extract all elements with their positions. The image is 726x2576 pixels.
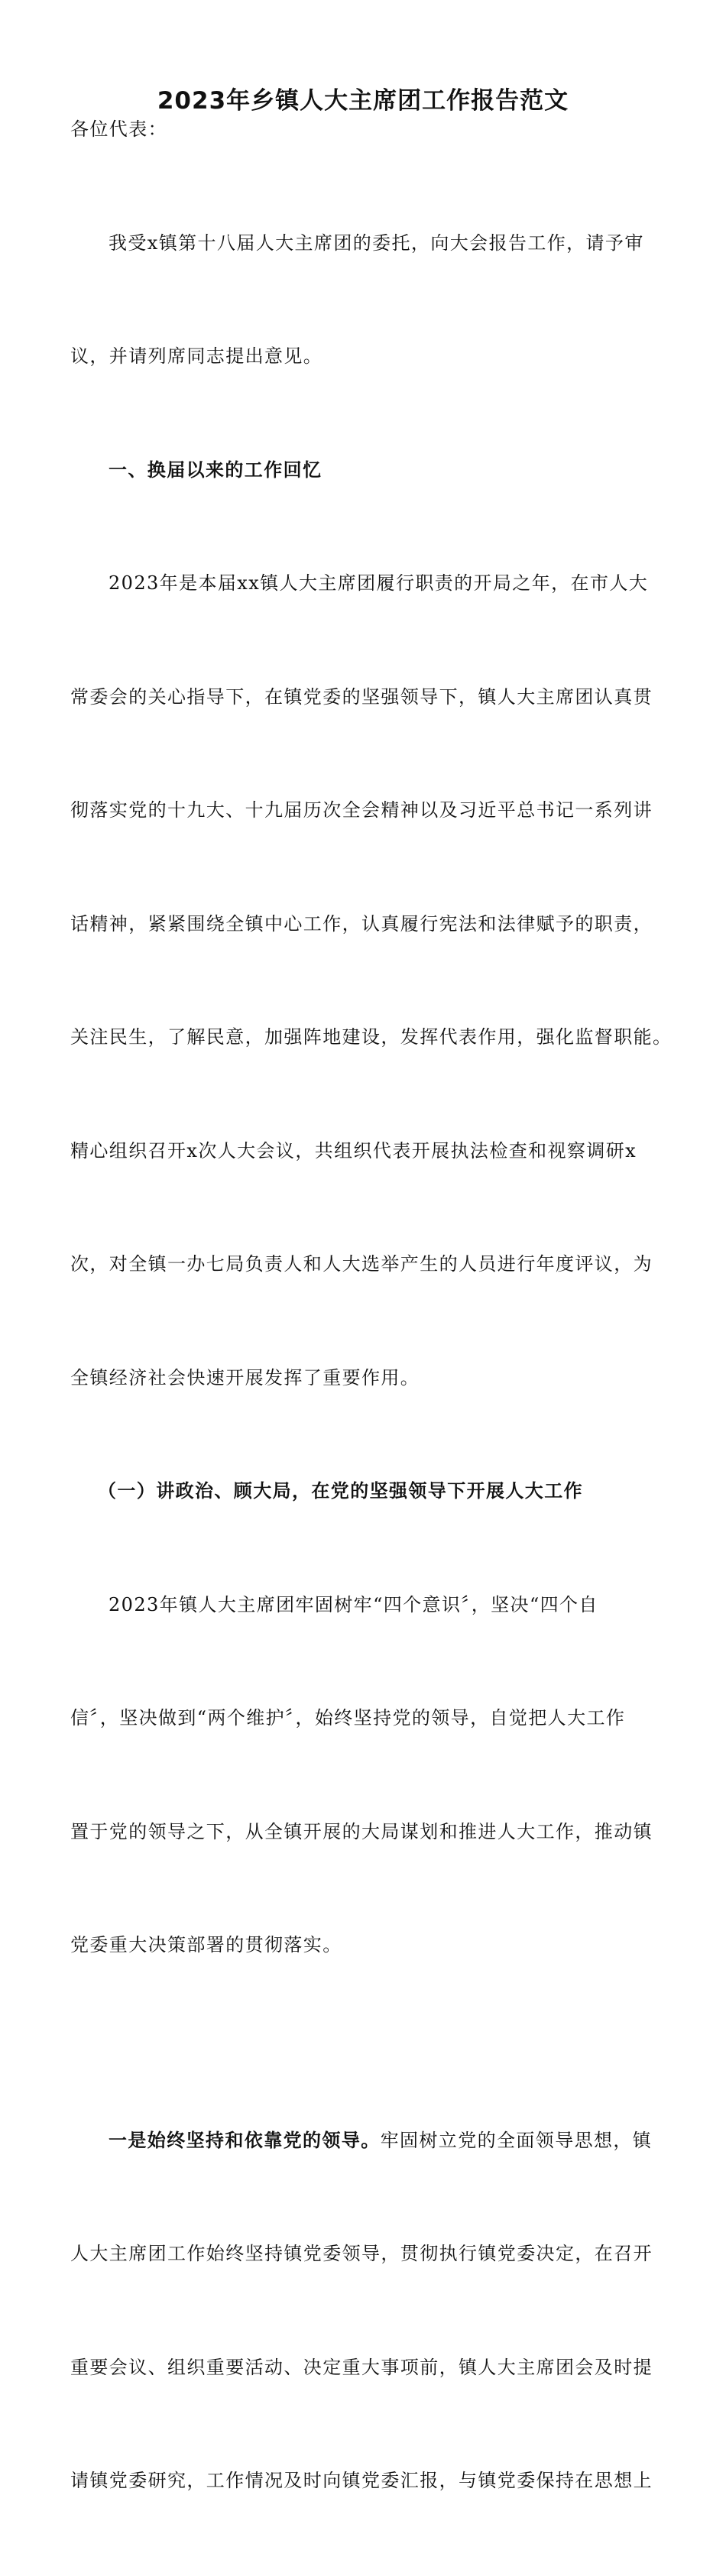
- paragraph-line: 党委重大决策部署的贯彻落实。: [70, 1934, 342, 1955]
- paragraph-line: 全镇经济社会快速开展发挥了重要作用。: [70, 1366, 420, 1388]
- paragraph-line: 我受x镇第十八届人大主席团的委托，向大会报告工作，请予审: [109, 232, 644, 254]
- point1-paragraph: [70, 2046, 670, 2576]
- paragraph-line: 置于党的领导之下，从全镇开展的大局谋划和推进人大工作，推动镇: [70, 1820, 653, 1842]
- paragraph-line: 关注民生，了解民意，加强阵地建设，发挥代表作用，强化监督职能。: [70, 1026, 673, 1048]
- document-body: [70, 111, 673, 2576]
- document-title: 2023年乡镇人大主席团工作报告范文: [157, 87, 569, 115]
- paragraph-line: 请镇党委研究，工作情况及时向镇党委汇报，与镇党委保持在思想上: [70, 2470, 653, 2491]
- paragraph-line: 人大主席团工作始终坚持镇党委领导，贯彻执行镇党委决定，在召开: [70, 2243, 653, 2264]
- point-lead: 一是始终坚持和依靠党的领导。: [109, 2129, 381, 2151]
- paragraph-line: 话精神，紧紧围绕全镇中心工作，认真履行宪法和法律赋予的职责，: [70, 912, 653, 935]
- salutation: 各位代表：: [70, 118, 167, 140]
- intro-paragraph: [70, 149, 670, 452]
- paragraph-line: 次，对全镇一办七局负责人和人大选举产生的人员进行年度评议，为: [70, 1253, 653, 1275]
- paragraph-line: 2023年是本届xx镇人大主席团履行职责的开局之年，在市人大: [109, 572, 649, 594]
- point-text: 牢固树立党的全面领导思想，镇: [380, 2129, 653, 2151]
- paragraph-line: 议，并请列席同志提出意见。: [70, 345, 323, 367]
- paragraph-line: 重要会议、组织重要活动、决定重大事项前，镇人大主席团会及时提: [70, 2356, 653, 2378]
- paragraph-line: 彻落实党的十九大、十九届历次全会精神以及习近平总书记一系列讲: [70, 799, 653, 821]
- paragraph-line: 常委会的关心指导下，在镇党委的坚强领导下，镇人大主席团认真贯: [70, 685, 653, 708]
- paragraph-line: [70, 2122, 670, 2160]
- paragraph-line: 精心组织召开x次人大会议，共组织代表开展执法检查和视察调研x: [70, 1139, 637, 1162]
- subsection-heading: （一）讲政治、顾大局，在党的坚强领导下开展人大工作: [98, 1480, 583, 1502]
- section1-paragraph: [70, 489, 673, 1473]
- subsection1-paragraph: [70, 1511, 670, 2040]
- paragraph-line: 2023年镇人大主席团牢固树牢“四个意识〞，坚决“四个自: [109, 1593, 598, 1615]
- paragraph-line: 信〞，坚决做到“两个维护〞，始终坚持党的领导，自觉把人大工作: [70, 1707, 626, 1729]
- section-heading: 一、换届以来的工作回忆: [109, 458, 322, 481]
